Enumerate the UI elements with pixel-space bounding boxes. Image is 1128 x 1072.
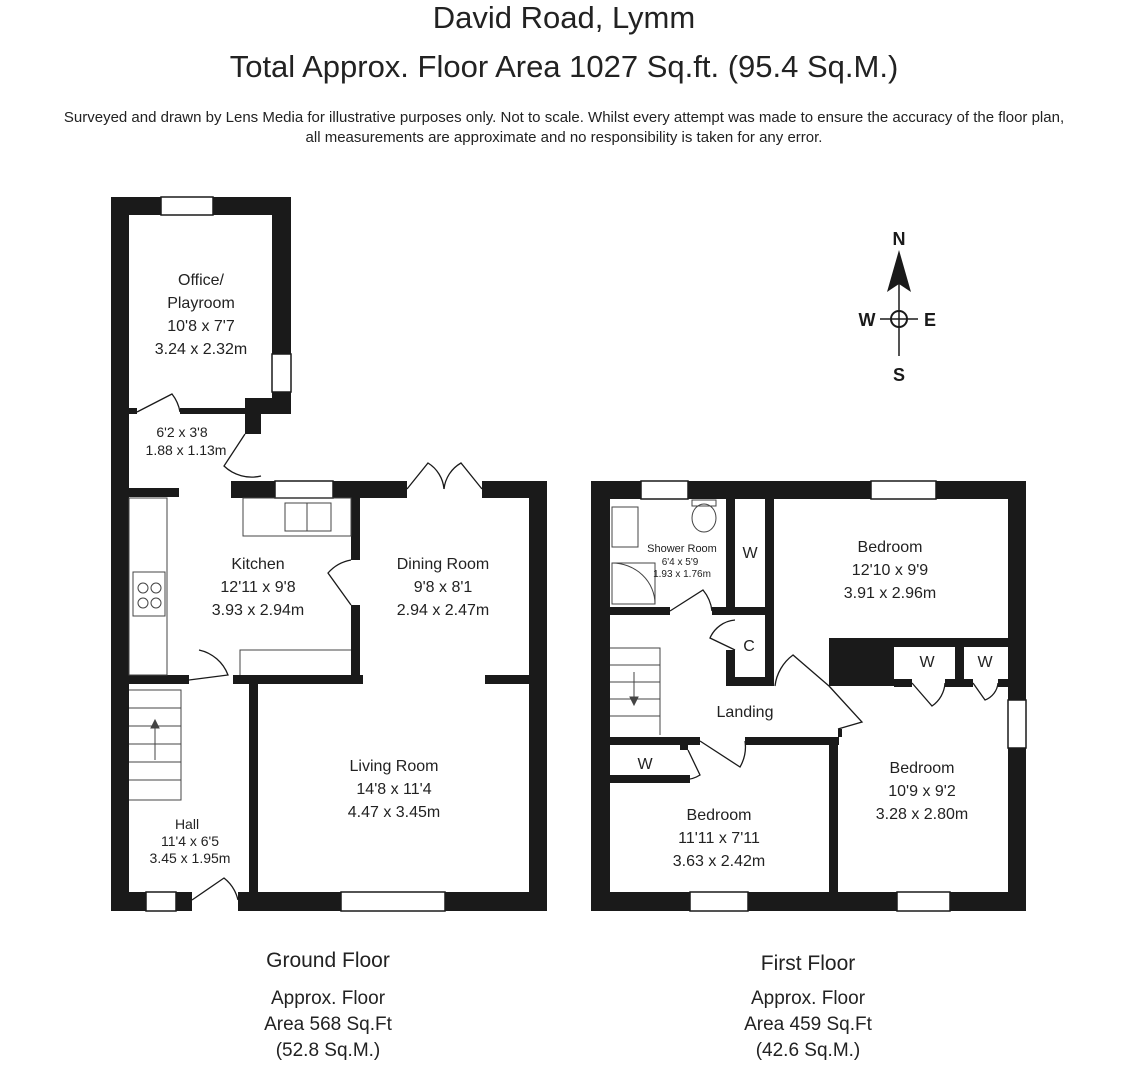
bedroom1-imperial: 12'10 x 9'9 (851, 562, 929, 579)
bedroom3-name: Bedroom (686, 807, 752, 824)
ground-floor-area-line3: (52.8 Sq.M.) (275, 1040, 381, 1061)
window (341, 892, 445, 911)
compass-s: S (892, 365, 906, 385)
kitchen-counter-end (240, 650, 351, 675)
bedroom2-imperial: 10'9 x 9'2 (888, 783, 956, 800)
hob-icon (133, 572, 165, 616)
wall (529, 481, 547, 911)
office-name-line2: Playroom (167, 295, 235, 312)
lobby-metric: 1.88 x 1.13m (145, 442, 227, 458)
living-name: Living Room (349, 758, 439, 775)
kitchen-worktop (243, 498, 351, 536)
office-imperial: 10'8 x 7'7 (167, 318, 235, 335)
compass-e: E (923, 310, 937, 330)
window (161, 197, 213, 215)
wall (591, 481, 610, 911)
total-floor-area: Total Approx. Floor Area 1027 Sq.ft. (95.4 Sq.M.) (229, 49, 899, 84)
door-swing (407, 463, 444, 489)
wall (351, 605, 360, 677)
arrow-head-icon (151, 720, 159, 728)
dining-name: Dining Room (396, 556, 490, 573)
wall (829, 737, 838, 892)
ground-floor-area-line2: Area 568 Sq.Ft (264, 1014, 392, 1035)
shower-room-name: Shower Room (647, 543, 717, 555)
hob-ring (138, 598, 148, 608)
kitchen-metric: 3.93 x 2.94m (211, 602, 305, 619)
bedroom3-imperial: 11'11 x 7'11 (678, 830, 760, 847)
first-floor-labels (637, 539, 993, 870)
chimney-breast (829, 638, 894, 686)
first-floor-area (708, 986, 908, 1064)
bedroom1-name: Bedroom (857, 539, 923, 556)
shower-screen (612, 563, 655, 604)
dining-metric: 2.94 x 2.47m (396, 602, 490, 619)
wall (176, 892, 192, 911)
wall (745, 737, 839, 745)
toilet-icon (692, 504, 716, 532)
staircase (610, 648, 660, 735)
basin-icon (612, 507, 638, 547)
office-name-line1: Office/ (178, 272, 224, 289)
window (1008, 700, 1026, 748)
wall (238, 892, 341, 911)
hall-name: Hall (174, 816, 200, 832)
hall-metric: 3.45 x 1.95m (149, 850, 231, 866)
compass-n: N (892, 229, 906, 249)
property-address: David Road, Lymm (432, 0, 696, 35)
door-swing (912, 683, 945, 706)
window (897, 892, 950, 911)
wall (950, 892, 1026, 911)
door-swing (710, 620, 735, 650)
disclaimer-line-1: Surveyed and drawn by Lens Media for illustrative purposes only. Not to scale. Whilst every attempt was made to ensure the accuracy of the floor plan, (63, 109, 1065, 126)
wall (180, 408, 272, 414)
bedroom3-metric: 3.63 x 2.42m (672, 853, 766, 870)
wall (998, 679, 1008, 687)
door-swing (829, 686, 862, 729)
door-swing (973, 683, 998, 700)
bedroom2-metric: 3.28 x 2.80m (875, 806, 969, 823)
wall (680, 745, 688, 750)
wall (129, 675, 189, 684)
kitchen-imperial: 12'11 x 9'8 (220, 579, 296, 596)
shower-tray-icon (612, 563, 655, 604)
first-floor-area-line2: Area 459 Sq.Ft (744, 1014, 872, 1035)
wall (591, 892, 690, 911)
wall (1008, 748, 1026, 911)
hob-ring (151, 583, 161, 593)
wardrobe-label: W (977, 654, 993, 671)
bedroom2-name: Bedroom (889, 760, 955, 777)
hob-ring (138, 583, 148, 593)
door-swing (189, 650, 228, 680)
sink-icon (285, 503, 331, 531)
shower-room-imperial: 6'4 x 5'9 (661, 557, 699, 568)
landing-name: Landing (716, 704, 774, 721)
door-swing (700, 741, 745, 767)
wall (129, 408, 137, 414)
door-swing (775, 655, 829, 686)
wall (333, 481, 407, 498)
compass-w: W (858, 310, 876, 330)
wall (712, 607, 766, 615)
hall-imperial: 11'4 x 6'5 (160, 833, 220, 849)
wall (688, 481, 871, 499)
wardrobe-label: W (637, 756, 653, 773)
wall (945, 679, 973, 687)
first-floor-name: First Floor (760, 952, 856, 975)
door-swing (137, 394, 180, 412)
ground-floor-name: Ground Floor (266, 949, 390, 972)
office-metric: 3.24 x 2.32m (154, 341, 248, 358)
window (641, 481, 688, 499)
first-floor-caption (708, 951, 908, 1064)
wall (351, 498, 360, 560)
wall (129, 488, 179, 497)
wall (748, 892, 897, 911)
wall (726, 650, 735, 686)
wall (485, 675, 529, 684)
dining-imperial: 9'8 x 8'1 (413, 579, 473, 596)
window (275, 481, 333, 498)
hob-ring (151, 598, 161, 608)
ground-floor-labels (146, 272, 490, 866)
lobby-imperial: 6'2 x 3'8 (156, 424, 208, 440)
disclaimer-line-2: all measurements are approximate and no responsibility is taken for any error. (305, 129, 823, 146)
ground-floor-caption (228, 948, 428, 1064)
window (871, 481, 936, 499)
ground-floor-area (228, 986, 428, 1064)
ground-floor-stairs (129, 690, 181, 800)
wall (445, 892, 547, 911)
window (272, 354, 291, 392)
wall (231, 481, 275, 498)
arrow-head-icon (630, 697, 638, 705)
kitchen-name: Kitchen (231, 556, 285, 573)
door-swing (192, 878, 238, 900)
wall (610, 607, 670, 615)
cupboard-label: C (743, 638, 755, 655)
door-swing (670, 590, 712, 611)
wall (838, 729, 842, 737)
wall (894, 679, 912, 687)
wardrobe-label: W (742, 545, 758, 562)
wall (610, 775, 690, 783)
wall (249, 684, 258, 896)
first-floor-area-line3: (42.6 Sq.M.) (755, 1040, 861, 1061)
compass-icon (859, 229, 937, 385)
wall (894, 638, 1008, 647)
wall (610, 737, 700, 745)
wall (111, 892, 146, 911)
door-swing (328, 560, 351, 605)
wall (233, 675, 363, 684)
bedroom1-metric: 3.91 x 2.96m (843, 585, 937, 602)
door-swing (444, 463, 482, 489)
first-floor-stairs (610, 648, 660, 735)
cistern-icon (692, 500, 716, 506)
wall (1008, 481, 1026, 700)
living-imperial: 14'8 x 11'4 (356, 781, 432, 798)
ground-floor-area-line1: Approx. Floor (270, 988, 386, 1009)
window (690, 892, 748, 911)
wall (245, 398, 261, 434)
shower-room-metric: 1.93 x 1.76m (653, 569, 711, 580)
window (146, 892, 176, 911)
first-floor-area-line1: Approx. Floor (750, 988, 866, 1009)
wall (726, 499, 735, 615)
living-metric: 4.47 x 3.45m (347, 804, 441, 821)
door-swing (224, 434, 261, 477)
wardrobe-label: W (919, 654, 935, 671)
wall (111, 197, 129, 911)
